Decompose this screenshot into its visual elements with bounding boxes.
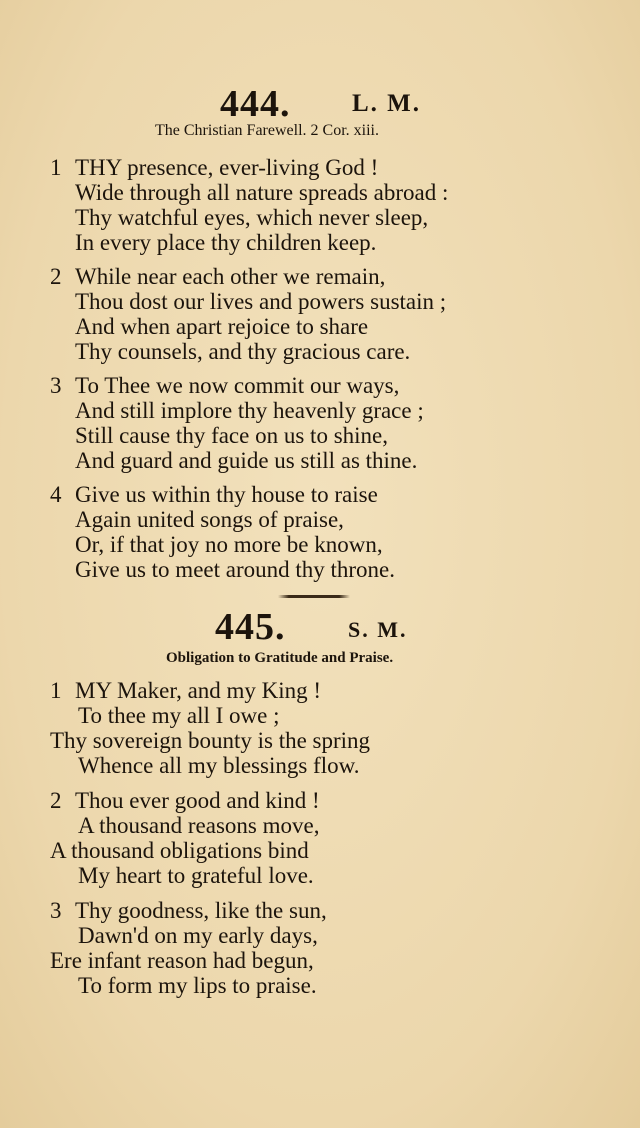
verse-line: Ere infant reason had begun,	[50, 948, 314, 973]
verse-line: Whence all my blessings flow.	[78, 753, 360, 778]
verse-line: Give us to meet around thy throne.	[75, 557, 396, 582]
stanza-number: 3	[50, 373, 62, 398]
verse-line: To thee my all I owe ;	[78, 703, 280, 728]
hymn-meter: L. M.	[352, 90, 422, 117]
verse-line: To Thee we now commit our ways,	[75, 373, 400, 398]
stanza-number: 2	[50, 264, 62, 289]
hymn-number: 444.	[220, 83, 291, 125]
stanza-number: 3	[50, 898, 62, 923]
verse-line: Or, if that joy no more be known,	[75, 532, 383, 557]
verse-line: My heart to grateful love.	[78, 863, 314, 888]
section-divider	[278, 595, 350, 598]
stanza-number: 1	[50, 678, 62, 703]
verse-line: Dawn'd on my early days,	[78, 923, 318, 948]
verse-line: Wide through all nature spreads abroad :	[75, 180, 449, 205]
verse-line: To form my lips to praise.	[78, 973, 317, 998]
hymn-subtitle: Obligation to Gratitude and Praise.	[166, 650, 394, 666]
verse-line: And when apart rejoice to share	[75, 314, 369, 339]
verse-line: In every place thy children keep.	[75, 230, 377, 255]
verse-line: A thousand reasons move,	[78, 813, 320, 838]
verse-line: Thy sovereign bounty is the spring	[50, 728, 371, 753]
verse-line: While near each other we remain,	[75, 264, 386, 289]
verse-line: And guard and guide us still as thine.	[75, 448, 418, 473]
verse-line: MY Maker, and my King !	[75, 678, 322, 703]
verse-line: THY presence, ever-living God !	[75, 155, 379, 180]
verse-line: Again united songs of praise,	[75, 507, 344, 532]
verse-line: Thou ever good and kind !	[75, 788, 320, 813]
stanza-number: 4	[50, 482, 62, 507]
stanza-number: 1	[50, 155, 62, 180]
verse-line: Still cause thy face on us to shine,	[75, 423, 388, 448]
hymn-meter: S. M.	[348, 617, 408, 642]
verse-line: Give us within thy house to raise	[75, 482, 378, 507]
hymn-number: 445.	[215, 606, 286, 648]
verse-line: Thy goodness, like the sun,	[75, 898, 327, 923]
verse-line: Thou dost our lives and powers sustain ;	[75, 289, 447, 314]
verse-line: Thy counsels, and thy gracious care.	[75, 339, 411, 364]
verse-line: And still implore thy heavenly grace ;	[75, 398, 424, 423]
hymn-subtitle: The Christian Farewell. 2 Cor. xiii.	[155, 122, 379, 139]
verse-line: A thousand obligations bind	[50, 838, 309, 863]
verse-line: Thy watchful eyes, which never sleep,	[75, 205, 429, 230]
stanza-number: 2	[50, 788, 62, 813]
